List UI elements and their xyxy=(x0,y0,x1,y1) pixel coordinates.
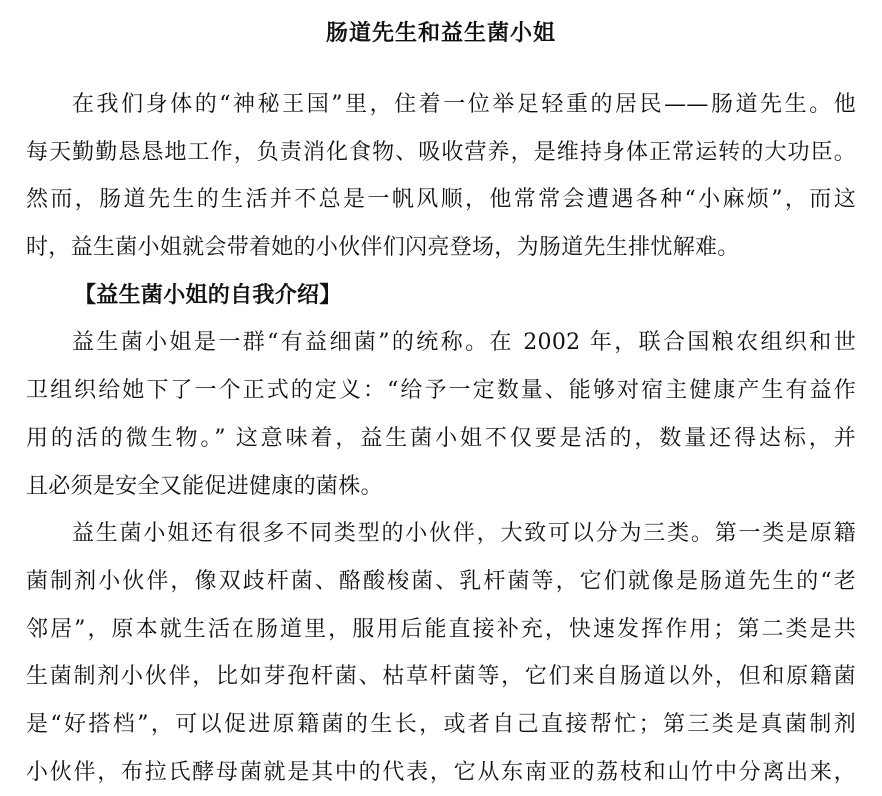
paragraph-1-line: 时，益生菌小姐就会带着她的小伙伴们闪亮登场，为肠道先生排忧解难。 xyxy=(26,235,740,261)
section-heading: 【益生菌小姐的自我介绍】 xyxy=(74,282,342,308)
paragraph-3-line: 邻居”，原本就生活在肠道里，服用后能直接补充，快速发挥作用；第二类是共 xyxy=(26,616,856,642)
paragraph-2-line: 益生菌小姐是一群“有益细菌”的统称。在 2002 年，联合国粮农组织和世 xyxy=(72,330,856,356)
paragraph-1-line: 在我们身体的“神秘王国”里，住着一位举足轻重的居民——肠道先生。他 xyxy=(72,92,856,117)
paragraph-3-line: 益生菌小姐还有很多不同类型的小伙伴，大致可以分为三类。第一类是原籍 xyxy=(72,521,856,547)
paragraph-3-line: 是“好搭档”，可以促进原籍菌的生长，或者自己直接帮忙；第三类是真菌制剂 xyxy=(26,711,856,737)
paragraph-2-line: 卫组织给她下了一个正式的定义：“给予一定数量、能够对宿主健康产生有益作 xyxy=(26,378,856,404)
paragraph-2-line: 用的活的微生物。” 这意味着，益生菌小姐不仅要是活的，数量还得达标，并 xyxy=(26,425,856,451)
paragraph-3-line: 小伙伴，布拉氏酵母菌就是其中的代表，它从东南亚的荔枝和山竹中分离出来， xyxy=(26,759,856,785)
document-title: 肠道先生和益生菌小姐 xyxy=(325,21,556,46)
paragraph-2-line: 且必须是安全又能促进健康的菌株。 xyxy=(26,473,383,499)
paragraph-3-line: 生菌制剂小伙伴，比如芽孢杆菌、枯草杆菌等，它们来自肠道以外，但和原籍菌 xyxy=(26,664,856,690)
paragraph-1-line: 每天勤勤恳恳地工作，负责消化食物、吸收营养，是维持身体正常运转的大功臣。 xyxy=(26,139,856,165)
paragraph-1-line: 然而，肠道先生的生活并不总是一帆风顺，他常常会遭遇各种“小麻烦”，而这 xyxy=(26,187,856,213)
document-body xyxy=(26,81,856,796)
paragraph-3-line: 菌制剂小伙伴，像双歧杆菌、酪酸梭菌、乳杆菌等，它们就像是肠道先生的“老 xyxy=(26,568,856,594)
